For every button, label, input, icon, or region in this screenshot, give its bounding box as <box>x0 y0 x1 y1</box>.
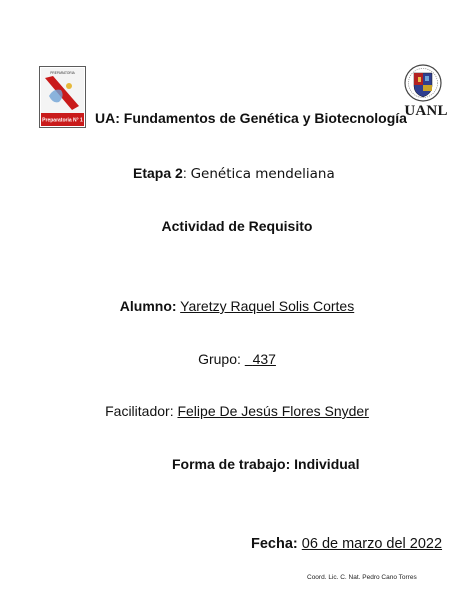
grupo-label: Grupo: <box>198 351 241 367</box>
grupo-value: 437 <box>252 351 276 367</box>
uanl-wordmark: UANL <box>404 103 448 119</box>
forma-value: Individual <box>294 456 360 472</box>
fecha-label: Fecha: <box>251 536 298 552</box>
etapa-value: Genética mendeliana <box>190 166 335 182</box>
ua-value: Fundamentos de Genética y Biotecnología <box>123 110 407 126</box>
fecha-value: 06 de marzo del 2022 <box>301 536 443 552</box>
coordinator-footer: Coord. Lic. C. Nat. Pedro Cano Torres <box>307 574 417 581</box>
alumno-label: Alumno: <box>119 298 177 314</box>
forma-label: Forma de trabajo: <box>172 456 291 472</box>
alumno-line <box>0 298 474 314</box>
grupo-line <box>0 351 474 367</box>
facilitador-label: Facilitador: <box>105 403 174 419</box>
alumno-value: Yaretzy Raquel Solis Cortes <box>180 298 355 314</box>
ua-label: UA: <box>95 110 120 126</box>
fecha-line <box>251 536 442 552</box>
facilitador-line <box>0 403 474 419</box>
preparatoria-logo-label: Preparatoria N° 1 <box>42 117 83 124</box>
forma-line <box>172 456 359 472</box>
ua-title <box>95 110 407 126</box>
facilitador-value: Felipe De Jesús Flores Snyder <box>177 403 369 419</box>
svg-text:PREPARATORIA: PREPARATORIA <box>50 71 75 75</box>
actividad-heading: Actividad de Requisito <box>161 218 313 234</box>
preparatoria-logo <box>39 66 86 128</box>
etapa-line: Etapa 2: Genética mendeliana <box>133 165 335 182</box>
etapa-label: Etapa 2 <box>133 165 183 181</box>
